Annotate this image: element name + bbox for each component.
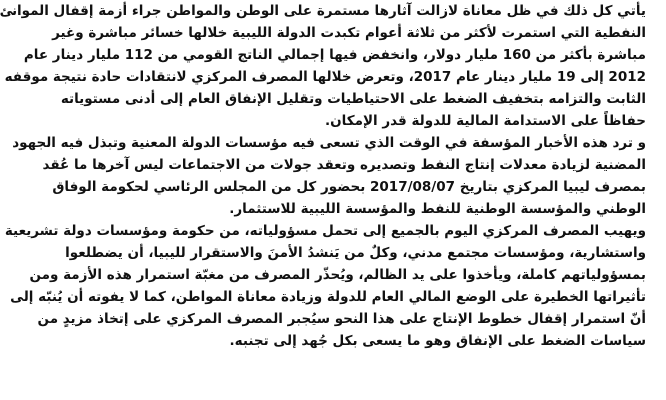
paragraph-3-line-1: ويهيب المصرف المركزي اليوم بالجميع إلى تحمل مسؤولياته، من حكومة ومؤسسات دولة تشريعية — [4, 223, 646, 239]
paragraph-1-line-5: الثابت والتزامه بتخفيف الضغط على الاحتياطيات وتقليل الإنفاق العام إلى أدنى مستوياته — [60, 91, 646, 107]
paragraph-2-line-3: بمصرف ليبيا المركزي بتاريخ 2017/08/07 بحضور كل من المجلس الرئاسي لحكومة الوفاق — [52, 179, 646, 195]
paragraph-1-line-3: مباشرة بأكثر من 160 مليار دولار، وانخفض فيها إجمالي الناتج القومي من 112 مليار دينار عام — [23, 47, 646, 63]
paragraph-2-line-4: الوطني والمؤسسة الوطنية للنفط والمؤسسة الليبية للاستثمار. — [229, 201, 646, 217]
paragraph-3-line-4: تأثيراتها الخطيرة على الوضع المالي العام للدولة وزيادة معاناة المواطن، كما لا يفوته أن يُنبّه إلى — [10, 289, 646, 305]
paragraph-1-line-2: النفطية التي استمرت لأكثر من ثلاثة أعوام تكبدت الدولة الليبية خلالها خسائر مباشرة وغير — [52, 25, 646, 41]
paragraph-3 — [4, 220, 646, 352]
paragraph-3-line-6: سياسات الضغط على الإنفاق وهو ما يسعى بكل جُهد إلى تجنبه. — [229, 333, 646, 349]
paragraph-3-line-2: واستشارية، ومؤسسات مجتمع مدني، وكلٌ من يَنشدُ الأمنَ والاستقرار لليبيا، أن يضطلعوا — [65, 245, 646, 261]
paragraph-1 — [0, 0, 646, 132]
paragraph-1-line-1: يأتي كل ذلك في ظل معاناة لازالت آثارها مستمرة على الوطن والمواطن جراء أزمة إقفال الموانئ — [0, 3, 646, 19]
paragraph-2-line-2: المضنية لزيادة معدلات إنتاج النفط وتصديره وتعقد جولات من الاجتماعات ليس آخرها ما عُقد — [42, 157, 646, 173]
paragraph-1-line-4: 2012 إلى 19 مليار دينار عام 2017، وتعرض خلالها المصرف المركزي لانتقادات حادة نتيجة موقفه — [4, 69, 646, 85]
paragraph-2 — [12, 132, 646, 220]
paragraph-3-line-5: أنّ استمرار إقفال خطوط الإنتاج على هذا النحو سيُجبر المصرف المركزي على إتخاذ مزيدٍ من — [37, 311, 646, 327]
paragraph-2-line-1: و ترد هذه الأخبار المؤسفة في الوقت الذي تسعى فيه مؤسسات الدولة المعنية وتبذل فيه الجهود — [12, 135, 646, 151]
paragraph-1-line-6: حفاظاً على الاستدامة المالية للدولة قدر الإمكان. — [325, 113, 646, 129]
paragraph-3-line-3: بمسؤولياتهم كاملة، ويأخذوا على يد الظالم، ويُحذّر المصرف من مغبّة استمرار هذه الأزمة ومن — [29, 267, 646, 283]
